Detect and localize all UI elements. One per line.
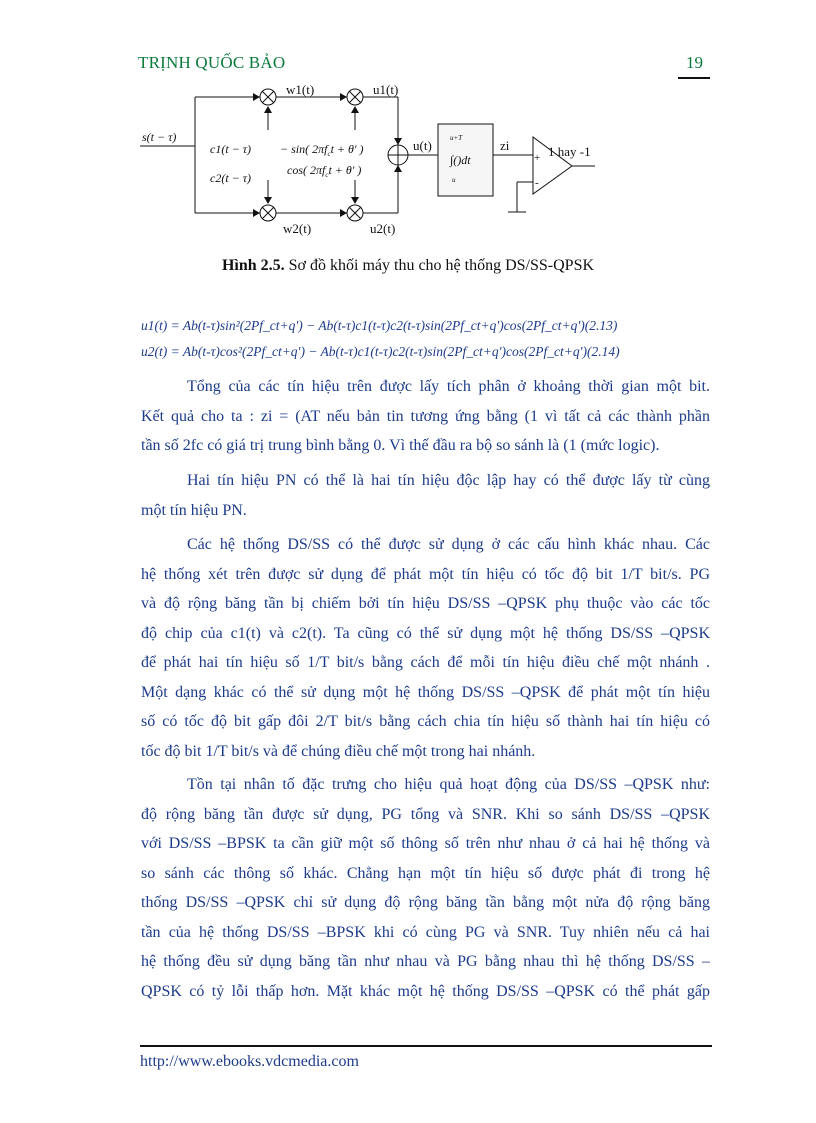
footer-divider xyxy=(140,1045,712,1047)
label-u1: u1(t) xyxy=(373,82,399,97)
equation-2-13: u1(t) = Ab(t-τ)sin²(2Pf_ct+q') − Ab(t-τ)c1(t-τ)c2(t-τ)sin(2Pf_ct+q')cos(2Pf_ct+q')(2.13) xyxy=(141,318,618,333)
label-c1: c1(t − τ) xyxy=(210,142,252,156)
label-zi: zi xyxy=(500,138,510,153)
footer-url-link[interactable]: http://www.ebooks.vdcmedia.com xyxy=(140,1053,359,1070)
label-sin-ref: − sin( $2\pi f_ct + \theta'$ ) xyxy=(280,142,364,158)
label-c2: c2(t − τ) xyxy=(210,171,252,185)
header-underline xyxy=(678,77,710,79)
comparator-minus: - xyxy=(535,177,539,189)
paragraph-1: Tổng của các tín hiệu trên được lấy tích phân ở khoảng thời gian một bit. Kết quả cho ta : zi = (AT nếu bản tin tương ứng bằng (1 vì tất cả các thành phần tần số 2fc có giá trị trung bình bằng 0. Vì thế đầu ra bộ so sánh là (1 (mức logic). xyxy=(141,378,710,454)
paragraph-3: Các hệ thống DS/SS có thể được sử dụng ở các cấu hình khác nhau. Các hệ thống xét trên được sử dụng để phát một tín hiệu có tốc độ bit 1/T bit/s. PG và độ rộng băng tần bị chiếm bởi tín hiệu DS/SS –QPSK phụ thuộc vào các tốc độ chip của c1(t) và c2(t). Ta cũng có thể sử dụng một hệ thống DS/SS –QPSK để phát hai tín hiệu số 1/T bit/s bằng cách để mỗi tín hiệu điều chế một nhánh . Một dạng khác có thể sử dụng một hệ thống DS/SS –QPSK để phát một tín hiệu số có tốc độ bit gấp đôi 2/T bit/s bằng cách chia tín hiệu số thành hai tín hiệu có tốc độ bit 1/T bit/s và để chúng điều chế một trong hai nhánh. xyxy=(141,536,710,760)
integral-symbol: ∫()dt xyxy=(450,153,471,167)
integral-upper: u+T xyxy=(450,134,463,142)
label-output: 1 hay -1 xyxy=(548,144,591,159)
equation-2-14: u2(t) = Ab(t-τ)cos²(2Pf_ct+q') − Ab(t-τ)c1(t-τ)c2(t-τ)sin(2Pf_ct+q')cos(2Pf_ct+q')(2.14) xyxy=(141,344,620,359)
label-u2: u2(t) xyxy=(370,221,396,236)
integral-lower: u xyxy=(452,176,456,184)
label-input: s(t − τ) xyxy=(142,130,177,144)
label-u: u(t) xyxy=(413,138,432,153)
comparator-plus: + xyxy=(534,152,541,164)
label-cos-ref: cos( $2\pi f_ct + \theta'$ ) xyxy=(287,163,362,179)
header-author: TRỊNH QUỐC BẢO xyxy=(138,53,286,72)
page-number: 19 xyxy=(686,53,703,72)
paragraph-4: Tồn tại nhân tố đặc trưng cho hiệu quả hoạt động của DS/SS –QPSK như: độ rộng băng tần được sử dụng, PG tổng và SNR. Khi so sánh DS/SS –QPSK với DS/SS –BPSK ta cần giữ một số thông số trên như nhau ở cả hai hệ thống và so sánh các thông số khác. Chẳng hạn một tín hiệu số được phát đi trong hệ thống DS/SS –QPSK chỉ sử dụng độ rộng băng tần bằng một nửa độ rộng băng tần của hệ thống DS/SS –BPSK khi có cùng PG và SNR. Tuy nhiên nếu cả hai hệ thống đều sử dụng băng tần như nhau và PG bằng nhau thì hệ thống DS/SS – QPSK có tỷ lỗi thấp hơn. Mặt khác một hệ thống DS/SS –QPSK có thể phát gấp xyxy=(141,776,710,1000)
figure-caption: Hình 2.5. Sơ đồ khối máy thu cho hệ thống DS/SS-QPSK xyxy=(221,257,595,274)
label-w1: w1(t) xyxy=(286,82,315,97)
paragraph-2: Hai tín hiệu PN có thể là hai tín hiệu độc lập hay có thể được lấy từ cùng một tín hiệu PN. xyxy=(141,472,710,519)
label-w2: w2(t) xyxy=(283,221,312,236)
block-diagram xyxy=(140,82,640,240)
